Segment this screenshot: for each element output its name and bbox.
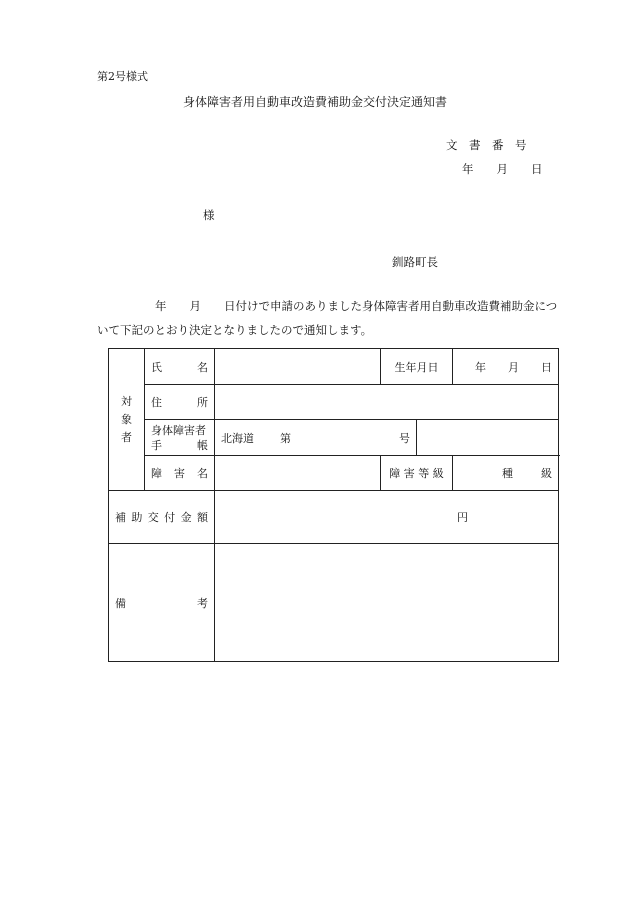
table-row-subsidy: [109, 491, 559, 544]
subsidy-amount-label: 補 助 交 付 金 額: [109, 491, 215, 544]
handbook-number-field[interactable]: 北海道 第 号: [215, 420, 417, 456]
subject-char-1: 対: [121, 394, 132, 408]
document-date-label: 年 月 日: [462, 162, 543, 176]
birth-date-field[interactable]: 年 月 日: [453, 349, 559, 385]
form-number: 第2号様式: [97, 70, 148, 83]
issuer-name: 釧路町長: [392, 255, 438, 269]
subject-char-2: 象: [121, 412, 132, 426]
name-field[interactable]: [215, 349, 381, 385]
body-text-line-2: いて下記のとおり決定となりましたので通知します。: [97, 323, 373, 337]
subject-group-label: [109, 349, 145, 491]
handbook-label-line-1: 身体障害者: [151, 423, 206, 437]
disability-grade-field[interactable]: 種 級: [453, 456, 559, 491]
subject-char-3: 者: [121, 430, 132, 444]
disability-name-field[interactable]: [215, 456, 381, 491]
remarks-label: 備 考: [109, 544, 215, 662]
document-number-label: 文 書 番 号: [446, 138, 527, 152]
table-row-remarks: [109, 544, 559, 662]
address-label: 住 所: [145, 385, 215, 420]
document-title: 身体障害者用自動車改造費補助金交付決定通知書: [182, 95, 447, 109]
remarks-field[interactable]: [215, 544, 559, 662]
table-row-disability: [109, 456, 559, 491]
birth-date-label: 生年月日: [381, 349, 453, 385]
address-field[interactable]: [215, 385, 559, 420]
table-row-address: [109, 385, 559, 420]
subsidy-unit: 円: [457, 511, 468, 524]
body-text-line-1: 年 月 日付けで申請のありました身体障害者用自動車改造費補助金につ: [155, 299, 558, 313]
disability-name-label: 障 害 名: [145, 456, 215, 491]
name-label: 氏 名: [145, 349, 215, 385]
recipient-honorific: 様: [203, 208, 215, 222]
table-row-handbook: [109, 420, 559, 456]
table-row-name: [109, 349, 559, 385]
subsidy-amount-field[interactable]: [215, 491, 559, 544]
handbook-label: 身体障害者 手 帳: [145, 420, 215, 456]
handbook-prefecture: 北海道: [221, 431, 254, 445]
handbook-issue-date-field[interactable]: [417, 420, 559, 456]
disability-grade-label: 障 害 等 級: [381, 456, 453, 491]
decision-table: [108, 348, 559, 662]
